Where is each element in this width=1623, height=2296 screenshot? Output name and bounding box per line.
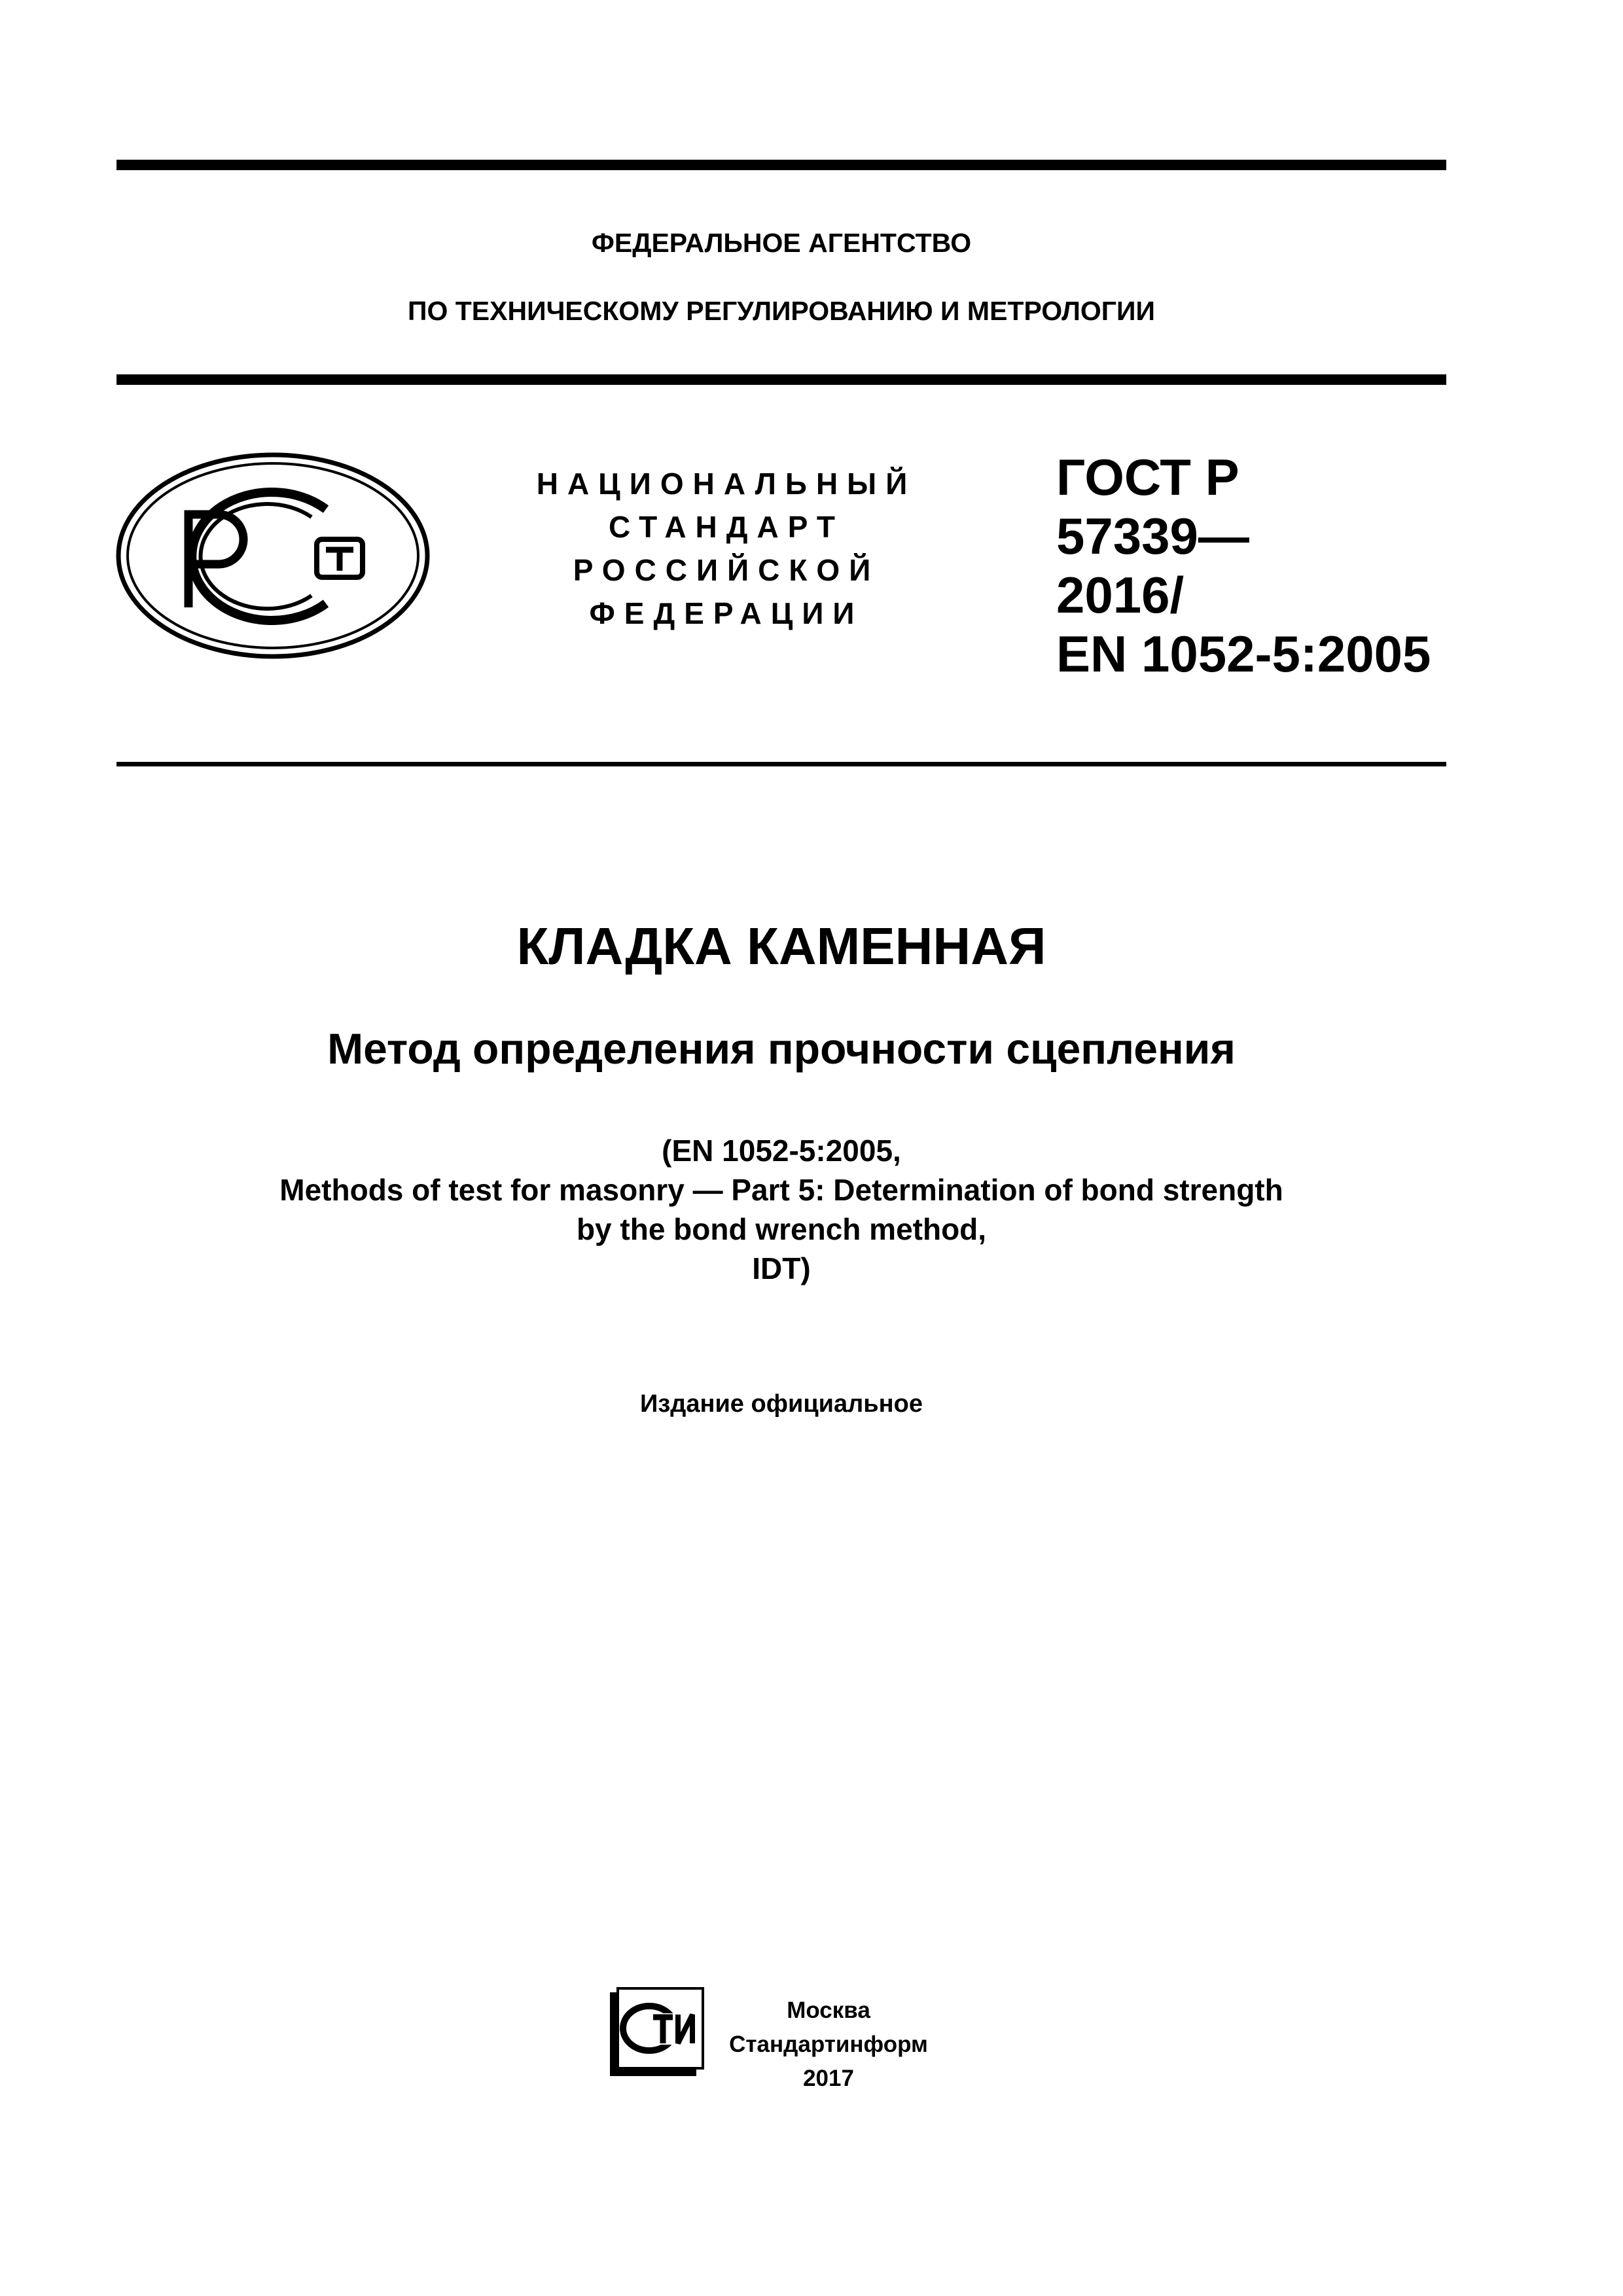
standard-designation	[1056, 448, 1431, 683]
agency-name-line-1: ФЕДЕРАЛЬНОЕ АГЕНТСТВО	[591, 228, 972, 258]
standard-type-line-3: РОССИЙСКОЙ	[573, 553, 880, 587]
gost-r-logo-icon	[115, 452, 431, 660]
standartinform-logo-icon	[607, 1987, 705, 2080]
document-subtitle: Метод определения прочности сцепления	[327, 1024, 1236, 1073]
designation-line-1: ГОСТ Р	[1056, 448, 1240, 506]
intl-line-1: (EN 1052-5:2005,	[662, 1134, 901, 1168]
designation-line-4: EN 1052-5:2005	[1056, 625, 1431, 683]
publisher-block	[724, 1994, 933, 2096]
publisher-name: Стандартинформ	[729, 2032, 928, 2057]
agency-name-line-2: ПО ТЕХНИЧЕСКОМУ РЕГУЛИРОВАНИЮ И МЕТРОЛОГИИ	[408, 296, 1155, 326]
top-rule	[116, 160, 1446, 170]
middle-rule	[116, 374, 1446, 385]
standard-type-line-1: НАЦИОНАЛЬНЫЙ	[536, 467, 917, 501]
designation-line-3: 2016/	[1056, 566, 1185, 624]
publisher-city: Москва	[787, 1998, 870, 2023]
bottom-rule	[116, 762, 1446, 766]
designation-line-2: 57339—	[1056, 507, 1249, 565]
document-title: КЛАДКА КАМЕННАЯ	[516, 917, 1046, 975]
intl-line-2: Methods of test for masonry — Part 5: Determination of bond strength	[279, 1173, 1283, 1207]
intl-line-3: by the bond wrench method,	[576, 1212, 987, 1246]
edition-label: Издание официальное	[640, 1390, 923, 1418]
standard-type-line-4: ФЕДЕРАЦИИ	[589, 596, 864, 630]
international-reference	[116, 1131, 1446, 1288]
publication-year: 2017	[803, 2066, 854, 2091]
standard-type-line-2: СТАНДАРТ	[609, 510, 844, 544]
intl-line-4: IDT)	[752, 1251, 811, 1285]
